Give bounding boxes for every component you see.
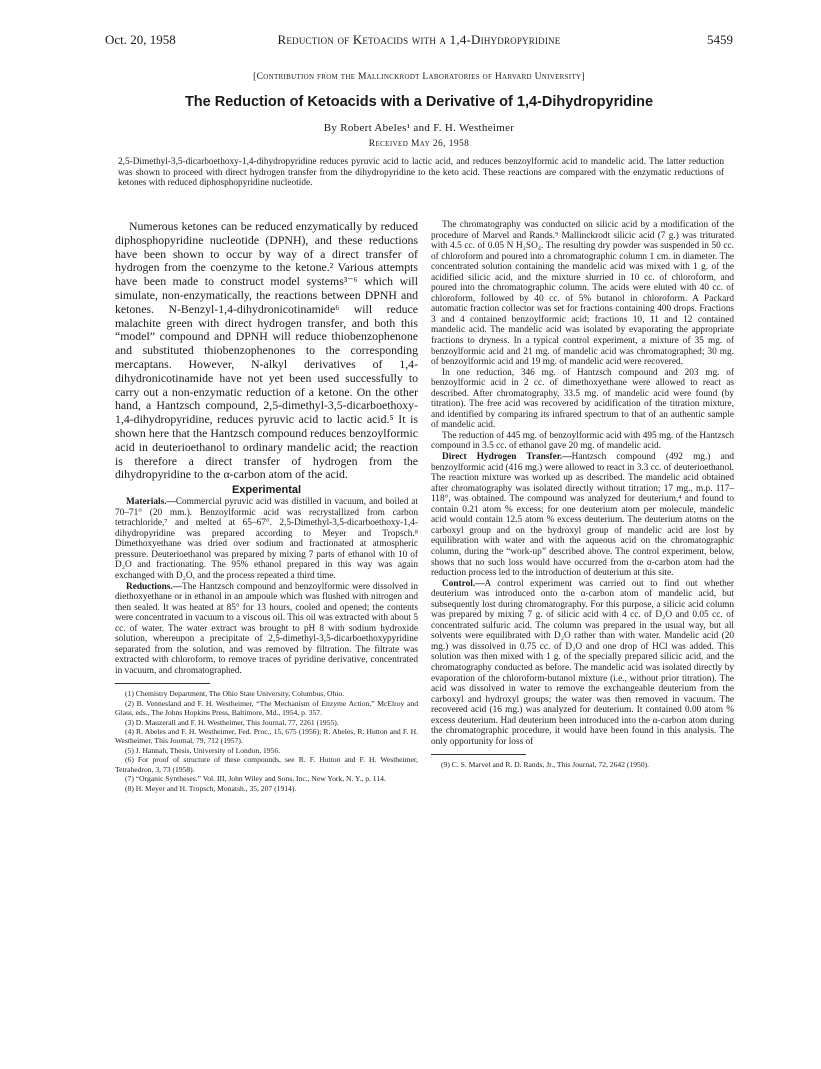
footnote-9: (9) C. S. Marvel and R. D. Rands, Jr., This Journal, 72, 2642 (1950). (441, 760, 650, 770)
materials-paragraph (115, 497, 418, 581)
control-lead: Control.— (442, 578, 485, 589)
reduction-346-paragraph: In one reduction, 346 mg. of Hantzsch compound and 203 mg. of benzoylformic acid in 2 cc. of dimethoxyethane were allowed to react as described. After chromatography, 33.5 mg. of mandelic acid were found (by titration). The free acid was recovered by acidification of the titration mixture, and identified by comparing its infrared spectrum to that of an authentic sample of mandelic acid. (431, 367, 734, 431)
direct-transfer-text: Hantzsch compound (492 mg.) and benzoylformic acid (416 mg.) were allowed to react in 3.3 cc. of deuterioethanol. The reaction mixture was worked up as described. The mandelic acid obtained after chromatography was isolated directly without titration; 17 mg., m.p. 117–118°, was obtained. The compound was analyzed for deuterium,⁴ and found to contain 0.21 atom % excess; for one deuterium atom per molecule, mandelic acid would contain 12.5 atom % excess deuterium. The deuterium atoms on the carboxyl group and on the hydroxyl group of mandelic acid are lost by equilibration with water and with the aqueous acid on the chromatographic column, during the “work-up” described above. The control experiment, below, shows that no such loss would have occurred from the α-carbon atom had the reduction process led to the introduction of deuterium at this site. (431, 452, 734, 579)
materials-text: Commercial pyruvic acid was distilled in vacuum, and boiled at 70–71° (20 mm.). Benzoylformic acid was recrystallized from carbon tetrachloride,⁷ and melted at 65–67°. 2,5-Dimethyl-3,5-dicarboethoxy-1,4-dihydropyridine was prepared according to Meyer and Tropsch.⁸ Dimethoxyethane was dried over sodium and fractionated at atmospheric pressure. Deuterioethanol was prepared by mixing 7 parts of ethanol with 10 of D₂O and fractionating. The 95% ethanol prepared in this way was again exchanged with D₂O, and the process repeated a third time. (115, 497, 418, 581)
control-paragraph (431, 579, 734, 748)
experimental-heading: Experimental (231, 484, 302, 497)
intro-text-part1: Numerous ketones can be reduced enzymatically by reduced diphosphopyridine nucleotide (DPNH), and these reductions have been shown to occur by way of a direct transfer of hydrogen from the coenzyme to the ketone.² Various attempts have been made to construct model systems³⁻⁶ which will simulate, non-enzymatically, the reactions between DPNH and ketones. N-Benzyl-1,4-dihydronicotinamide⁶ will reduce malachite green with direct hydrogen transfer, and both this “model” compound and DPNH will reduce thiobenzophenone and substituted thiobenzophenones to the corresponding mercaptans. However, N-alkyl derivatives of 1,4-dihydronicotinamide have not yet been used successfully to carry out a non-enzymatic reduction of a ketone. (115, 219, 418, 399)
abstract: 2,5-Dimethyl-3,5-dicarboethoxy-1,4-dihydropyridine reduces pyruvic acid to lactic acid, and reduces benzoylformic acid to mandelic acid. The latter reduction was shown to proceed with direct hydrogen transfer from the dihydropyridine to the keto acid. These reactions are compared with the enzymatic reductions of ketones with reduced diphosphopyridine nucleotide. (118, 157, 724, 189)
intro-paragraph (115, 220, 418, 482)
header-page-number: 5459 (707, 32, 733, 47)
footnote-4: (4) R. Abeles and F. H. Westheimer, Fed. Proc., 15, 675 (1956); R. Abeles, R. Hutton and F. H. Westheimer, This Journal, 79, 712 (1957). (115, 727, 418, 746)
reductions-lead: Reductions.— (126, 581, 183, 592)
contribution-line: [Contribution from the Mallinckrodt Laboratories of Harvard University] (253, 72, 585, 82)
footnote-1: (1) Chemistry Department, The Ohio State University, Columbus, Ohio. (125, 689, 345, 699)
running-header (105, 32, 733, 50)
direct-transfer-paragraph (431, 452, 734, 579)
intro-text-part2: On the other hand, a Hantzsch compound, 2,5-dimethyl-3,5-dicarboethoxy-1,4-dihydropyridine, reduces pyruvic acid to lactic acid.⁵ It is shown here that the Hantzsch compound reduces benzoylformic acid in deuterioethanol to ordinary mandelic acid; the reaction is therefore a direct transfer of hydrogen from the dihydropyridine to the α-carbon atom of the acid. (115, 384, 419, 482)
footnote-8: (8) H. Meyer and H. Tropsch, Monatsh., 35, 207 (1914). (125, 783, 297, 793)
reductions-paragraph (115, 582, 418, 677)
chromatography-paragraph: The chromatography was conducted on silicic acid by a modification of the procedure of Marvel and Rands.⁹ Mallinckrodt silicic acid (7 g.) was triturated with 4.5 cc. of 0.05 N H₂SO₄. The resulting dry powder was suspended in 50 cc. of chloroform and poured into a chromatographic column 1 cm. in diameter. The concentrated solution containing the mandelic acid was mixed with 1 g. of the acidified silicic acid, and the mixture slurried in 10 cc. of chloroform, and poured into the chromatographic column. The acids were eluted with 40 cc. of chloroform, followed by 40 cc. of 5% butanol in chloroform. A Packard automatic fraction collector was set for fractions containing 400 drops. Fractions 3 and 4 contained benzoylformic acid; fractions 10, 11 and 12 contained mandelic acid. The mandelic acid was isolated by evaporating the appropriate fractions to dryness. In a typical control experiment, a mixture of 35 mg. of benzoylformic acid and 21 mg. of mandelic acid was chromatographed; 30 mg. of benzoylformic acid and 19 mg. of mandelic acid were recovered. (431, 220, 734, 368)
header-running-title: Reduction of Ketoacids with a 1,4-Dihydropyridine (277, 32, 561, 47)
footnote-rule (115, 683, 210, 684)
footnote-6: (6) For proof of structure of these compounds, see R. F. Hutton and F. H. Westheimer, Tetrahedron, 3, 73 (1958). (115, 755, 418, 774)
footnote-7: (7) “Organic Syntheses.” Vol. III, John Wiley and Sons, Inc., New York, N. Y., p. 114. (125, 774, 386, 784)
header-date: Oct. 20, 1958 (105, 32, 176, 47)
footnote-2: (2) B. Vennesland and F. H. Westheimer, “The Mechanism of Enzyme Action,” McElroy and Glass, eds., The Johns Hopkins Press, Baltimore, Md., 1954, p. 357. (115, 698, 418, 718)
author-line: By Robert Abeles¹ and F. H. Westheimer (323, 122, 515, 134)
reduction-445-paragraph: The reduction of 445 mg. of benzoylformic acid with 495 mg. of the Hantzsch compound in 3.5 cc. of ethanol gave 20 mg. of mandelic acid. (431, 430, 734, 452)
right-column (431, 220, 734, 770)
control-text: A control experiment was carried out to find out whether deuterium was introduced onto the α-carbon atom of mandelic acid, but subsequently lost during chromatography. For this purpose, a silicic acid column was prepared by mixing 7 g. of silicic acid with 4 cc. of D₂O and 0.05 cc. of concentrated sulfuric acid. The column was prepared in the usual way, but all solvents were equilibrated with D₂O rather than with water. Mandelic acid (20 mg.) was dissolved in 0.75 cc. of D₂O and one drop of HCl was added. This solution was then mixed with 1 g. of the specially prepared silicic acid, and the chromatography conducted as before. The mandelic acid was isolated directly by evaporation of the chloroform-butanol mixture (i.e., without prior titration). The acid was dissolved in water to remove the exchangeable deuterium from the carboxyl and hydroxyl groups; the water was then removed in vacuum. The recovered acid (16 mg.) was analyzed for deuterium. It contained 0.00 atom % excess deuterium. Had deuterium been introduced into the α-carbon atom during the chromatographic procedure, it would have been found in this analysis. The only opportunity for loss of (431, 578, 734, 747)
received-date: Received May 26, 1958 (368, 139, 470, 149)
direct-transfer-lead: Direct Hydrogen Transfer.— (442, 452, 572, 463)
footnote-3: (3) D. Mauzerall and F. H. Westheimer, This Journal, 77, 2261 (1955). (125, 717, 339, 727)
left-column (115, 220, 418, 793)
reductions-text: The Hantzsch compound and benzoylformic were dissolved in diethoxyethane or in ethanol in an ampoule which was flushed with nitrogen and then sealed. It was heated at 85° for 13 hours, cooled and opened; the contents were concentrated in vacuum to a viscous oil. This oil was extracted with about 5 cc. of water. The water extract was brought to pH 8 with sodium hydroxide solution, whereupon a precipitate of 2,5-dimethyl-3,5-dicarboethoxypyridine separated from the solution, and was removed by filtration. The filtrate was extracted with chloroform, to remove traces of pyridine derivative, concentrated in vacuum, and chromatographed. (115, 581, 418, 676)
materials-lead: Materials.— (126, 497, 176, 508)
article-title: The Reduction of Ketoacids with a Derivative of 1,4-Dihydropyridine (184, 94, 654, 110)
footnote-rule-right (431, 754, 526, 755)
footnote-5: (5) J. Hannah, Thesis, University of London, 1956. (125, 745, 281, 755)
